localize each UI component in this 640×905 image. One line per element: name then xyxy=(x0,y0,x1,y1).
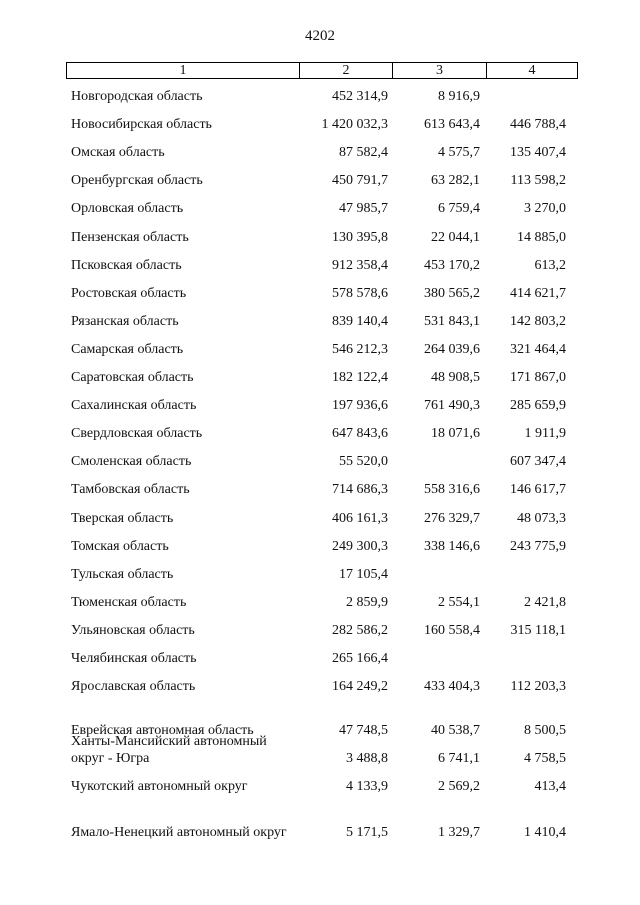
table-row xyxy=(66,364,575,392)
value-col-3 xyxy=(390,667,483,673)
value-col-4: 2 421,8 xyxy=(524,594,566,610)
value-col-2: 47 985,7 xyxy=(339,201,388,217)
region-name: Тюменская область xyxy=(71,594,187,610)
value-col-3: 6 759,4 xyxy=(438,201,480,217)
value-col-2: 282 586,2 xyxy=(332,622,388,638)
value-col-4: 1 911,9 xyxy=(524,426,566,442)
region-name: Ростовская область xyxy=(71,285,187,301)
region-name: Тверская область xyxy=(71,510,174,526)
region-name: Псковская область xyxy=(71,257,182,273)
value-col-4: 446 788,4 xyxy=(510,117,566,133)
table-row xyxy=(66,308,575,336)
value-col-4: 113 598,2 xyxy=(510,173,566,189)
value-col-4: 8 500,5 xyxy=(524,723,566,739)
region-name: Пензенская область xyxy=(71,229,189,245)
region-name: Ханты-Мансийский автономный округ - Югра xyxy=(71,734,267,767)
value-col-4: 14 885,0 xyxy=(517,229,566,245)
value-col-4: 135 407,4 xyxy=(510,145,566,161)
region-name: Омская область xyxy=(71,145,165,161)
value-col-3: 531 843,1 xyxy=(424,313,480,329)
value-col-3: 18 071,6 xyxy=(431,426,480,442)
value-col-3 xyxy=(390,470,483,476)
value-col-3: 4 575,7 xyxy=(438,145,480,161)
region-name: Новгородская область xyxy=(71,89,203,105)
value-col-2: 47 748,5 xyxy=(339,723,388,739)
value-col-4: 243 775,9 xyxy=(510,538,566,554)
value-col-2: 714 686,3 xyxy=(332,482,388,498)
value-col-2: 182 122,4 xyxy=(332,370,388,386)
value-col-3: 2 554,1 xyxy=(438,594,480,610)
region-name: Саратовская область xyxy=(71,370,194,386)
region-name: Оренбургская область xyxy=(71,173,203,189)
table-row xyxy=(66,645,575,673)
table-row xyxy=(66,195,575,223)
region-name: Челябинская область xyxy=(71,650,197,666)
region-name: Тульская область xyxy=(71,566,174,582)
table-row xyxy=(66,392,575,420)
value-col-2: 3 488,8 xyxy=(346,751,388,767)
value-col-4: 146 617,7 xyxy=(510,482,566,498)
table-row xyxy=(66,561,575,589)
value-col-4: 607 347,4 xyxy=(510,454,566,470)
value-col-3: 8 916,9 xyxy=(438,89,480,105)
region-name: Сахалинская область xyxy=(71,398,197,414)
value-col-3: 276 329,7 xyxy=(424,510,480,526)
table-row xyxy=(66,504,575,532)
value-col-3: 380 565,2 xyxy=(424,285,480,301)
region-name: Тамбовская область xyxy=(71,482,190,498)
table-row xyxy=(66,252,575,280)
value-col-2: 5 171,5 xyxy=(346,825,388,841)
region-name: Чукотский автономный округ xyxy=(71,779,248,795)
value-col-4: 285 659,9 xyxy=(510,398,566,414)
region-name: Ямало-Ненецкий автономный округ xyxy=(71,825,287,841)
value-col-4: 321 464,4 xyxy=(510,341,566,357)
table-row xyxy=(66,448,575,476)
region-name: Орловская область xyxy=(71,201,184,217)
value-col-2: 912 358,4 xyxy=(332,257,388,273)
value-col-4: 3 270,0 xyxy=(524,201,566,217)
table-row xyxy=(66,734,575,773)
value-col-3: 1 329,7 xyxy=(438,825,480,841)
value-col-3: 558 316,6 xyxy=(424,482,480,498)
table-row xyxy=(66,673,575,701)
region-name: Еврейская автономная область xyxy=(71,723,254,739)
column-header-1: 1 xyxy=(67,63,300,79)
region-name: Томская область xyxy=(71,538,169,554)
value-col-2: 87 582,4 xyxy=(339,145,388,161)
value-col-4: 48 073,3 xyxy=(517,510,566,526)
value-col-4: 171 867,0 xyxy=(510,370,566,386)
table-row xyxy=(66,167,575,195)
column-header-2: 2 xyxy=(300,63,393,79)
value-col-2: 450 791,7 xyxy=(332,173,388,189)
value-col-3: 22 044,1 xyxy=(431,229,480,245)
value-col-4: 1 410,4 xyxy=(524,825,566,841)
table-row xyxy=(66,139,575,167)
value-col-3: 453 170,2 xyxy=(424,257,480,273)
region-name: Новосибирская область xyxy=(71,117,212,133)
table-row xyxy=(66,223,575,251)
value-col-2: 578 578,6 xyxy=(332,285,388,301)
value-col-3: 338 146,6 xyxy=(424,538,480,554)
value-col-2: 839 140,4 xyxy=(332,313,388,329)
value-col-3: 2 569,2 xyxy=(438,779,480,795)
page-number: 4202 xyxy=(305,28,335,44)
value-col-2: 647 843,6 xyxy=(332,426,388,442)
region-name: Самарская область xyxy=(71,341,184,357)
column-header-3: 3 xyxy=(393,63,487,79)
region-name: Ульяновская область xyxy=(71,622,195,638)
value-col-2: 1 420 032,3 xyxy=(321,117,388,133)
value-col-2: 265 166,4 xyxy=(332,650,388,666)
value-col-4: 414 621,7 xyxy=(510,285,566,301)
value-col-4: 315 118,1 xyxy=(510,622,566,638)
value-col-3: 160 558,4 xyxy=(424,622,480,638)
value-col-3: 761 490,3 xyxy=(424,398,480,414)
value-col-4 xyxy=(483,583,573,589)
column-header-row xyxy=(67,63,578,79)
value-col-3: 40 538,7 xyxy=(431,723,480,739)
value-col-2: 130 395,8 xyxy=(332,229,388,245)
table-row xyxy=(66,476,575,504)
value-col-4: 613,2 xyxy=(534,257,566,273)
table-row xyxy=(66,420,575,448)
value-col-4 xyxy=(483,105,573,111)
value-col-2: 2 859,9 xyxy=(346,594,388,610)
value-col-3: 6 741,1 xyxy=(438,751,480,767)
value-col-4: 413,4 xyxy=(534,779,566,795)
value-col-3 xyxy=(390,583,483,589)
region-name: Смоленская область xyxy=(71,454,192,470)
table-row xyxy=(66,773,575,801)
value-col-2: 249 300,3 xyxy=(332,538,388,554)
value-col-3: 264 039,6 xyxy=(424,341,480,357)
table-row xyxy=(66,280,575,308)
table-row xyxy=(66,533,575,561)
table-row xyxy=(66,336,575,364)
value-col-3: 63 282,1 xyxy=(431,173,480,189)
value-col-4: 112 203,3 xyxy=(510,679,566,695)
value-col-4: 4 758,5 xyxy=(524,751,566,767)
region-name: Свердловская область xyxy=(71,426,203,442)
value-col-2: 197 936,6 xyxy=(332,398,388,414)
region-name: Рязанская область xyxy=(71,313,179,329)
value-col-2: 546 212,3 xyxy=(332,341,388,357)
table-row xyxy=(66,111,575,139)
value-col-2: 4 133,9 xyxy=(346,779,388,795)
data-table-body xyxy=(66,83,575,847)
value-col-3: 433 404,3 xyxy=(424,679,480,695)
column-header-table xyxy=(66,62,578,79)
value-col-3: 613 643,4 xyxy=(424,117,480,133)
table-row xyxy=(66,83,575,111)
value-col-2: 164 249,2 xyxy=(332,679,388,695)
value-col-2: 406 161,3 xyxy=(332,510,388,526)
table-row xyxy=(66,589,575,617)
table-row xyxy=(66,617,575,645)
value-col-4: 142 803,2 xyxy=(510,313,566,329)
table-row xyxy=(66,801,575,847)
column-header-4: 4 xyxy=(487,63,578,79)
value-col-2: 452 314,9 xyxy=(332,89,388,105)
region-name: Ярославская область xyxy=(71,679,196,695)
value-col-3: 48 908,5 xyxy=(431,370,480,386)
value-col-2: 55 520,0 xyxy=(339,454,388,470)
value-col-2: 17 105,4 xyxy=(339,566,388,582)
value-col-4 xyxy=(483,667,573,673)
